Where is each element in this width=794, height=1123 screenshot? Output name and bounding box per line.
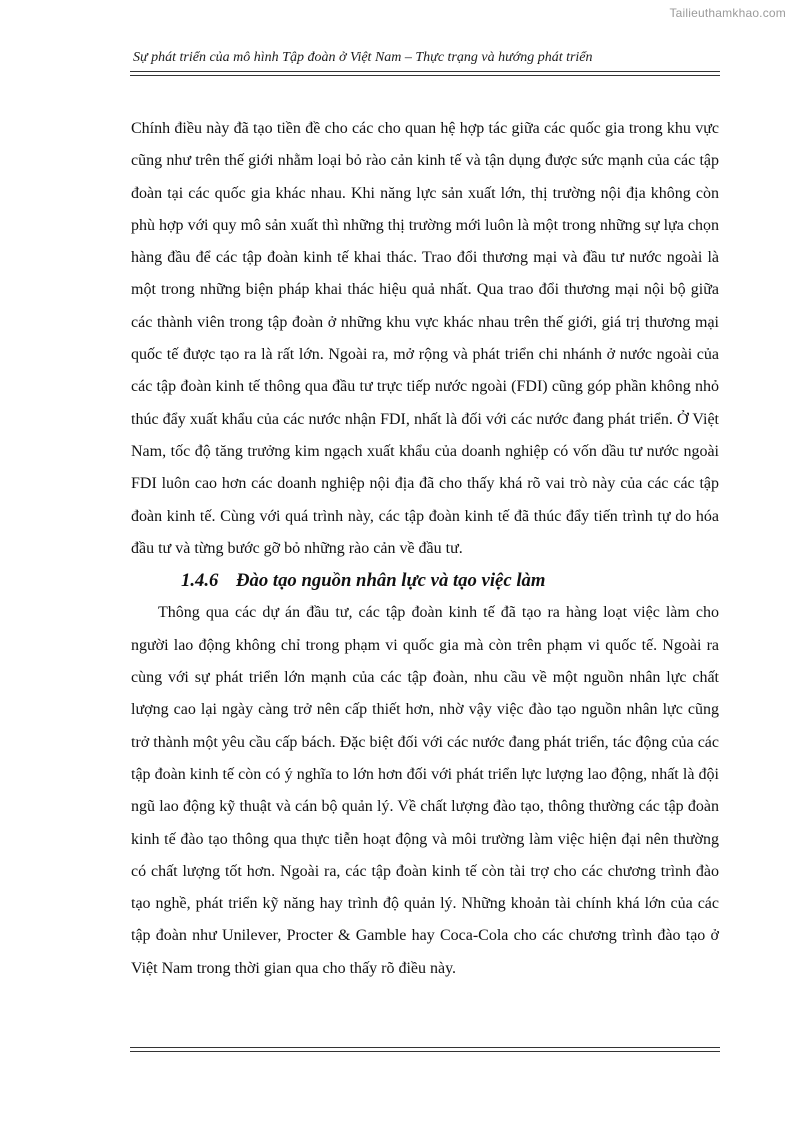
section-heading (131, 565, 719, 597)
section-number: 1.4.6 (181, 570, 219, 592)
running-header: Sự phát triển của mô hình Tập đoàn ở Việt Nam – Thực trạng và hướng phát triển (133, 50, 593, 65)
section-title: Đào tạo nguồn nhân lực và tạo việc làm (236, 570, 546, 592)
body-paragraph: Thông qua các dự án đầu tư, các tập đoàn kinh tế đã tạo ra hàng loạt việc làm cho người lao động không chỉ trong phạm vi quốc gia mà còn trên phạm vi quốc tế. Ngoài ra cùng với sự phát triển lớn mạnh của các tập đoàn, nhu cầu về một nguồn nhân lực chất lượng cao lại ngày càng trở nên cấp thiết hơn, nhờ vậy việc đào tạo nguồn nhân lực cũng trở thành một yêu cầu cấp bách. Đặc biệt đối với các nước đang phát triển, tác động của các tập đoàn kinh tế còn có ý nghĩa to lớn hơn đối với phát triển lực lượng lao động, nhất là đội ngũ lao động kỹ thuật và cán bộ quản lý. Về chất lượng đào tạo, thông thường các tập đoàn kinh tế đào tạo thông qua thực tiễn hoạt động và môi trường làm việc hiện đại nên thường có chất lượng tốt hơn. Ngoài ra, các tập đoàn kinh tế còn tài trợ cho các chương trình đào tạo nghề, phát triển kỹ năng hay trình độ quản lý. Những khoản tài chính khá lớn của các tập đoàn như Unilever, Procter & Gamble hay Coca-Cola cho các chương trình đào tạo ở Việt Nam trong thời gian qua cho thấy rõ điều này. (131, 604, 719, 977)
header-rule (130, 71, 720, 76)
page-content (131, 113, 719, 985)
watermark-text: Tailieuthamkhao.com (669, 6, 786, 20)
body-paragraph: Chính điều này đã tạo tiền đề cho các cho quan hệ hợp tác giữa các quốc gia trong khu vực cũng như trên thế giới nhằm loại bỏ rào cản kinh tế và tận dụng được sức mạnh của các tập đoàn tại các quốc gia khác nhau. Khi năng lực sản xuất lớn, thị trường nội địa không còn phù hợp với quy mô sản xuất thì những thị trường mới luôn là một trong những sự lựa chọn hàng đầu để các tập đoàn kinh tế khai thác. Trao đổi thương mại và đầu tư nước ngoài là một trong những biện pháp khai thác hiệu quả nhất. Qua trao đổi thương mại nội bộ giữa các thành viên trong tập đoàn ở những khu vực khác nhau trên thế giới, giá trị thương mại quốc tế được tạo ra là rất lớn. Ngoài ra, mở rộng và phát triển chi nhánh ở nước ngoài của các tập đoàn kinh tế thông qua đầu tư trực tiếp nước ngoài (FDI) cũng góp phần không nhỏ thúc đẩy xuất khẩu của các nước nhận FDI, nhất là đối với các nước đang phát triển. Ở Việt Nam, tốc độ tăng trưởng kim ngạch xuất khẩu của doanh nghiệp có vốn dầu tư nước ngoài FDI luôn cao hơn các doanh nghiệp nội địa đã cho thấy khá rõ vai trò này của các các tập đoàn kinh tế. Cùng với quá trình này, các tập đoàn kinh tế đã thúc đẩy tiến trình tự do hóa đầu tư và từng bước gỡ bỏ những rào cản về đầu tư. (131, 120, 719, 557)
footer-rule (130, 1047, 720, 1052)
